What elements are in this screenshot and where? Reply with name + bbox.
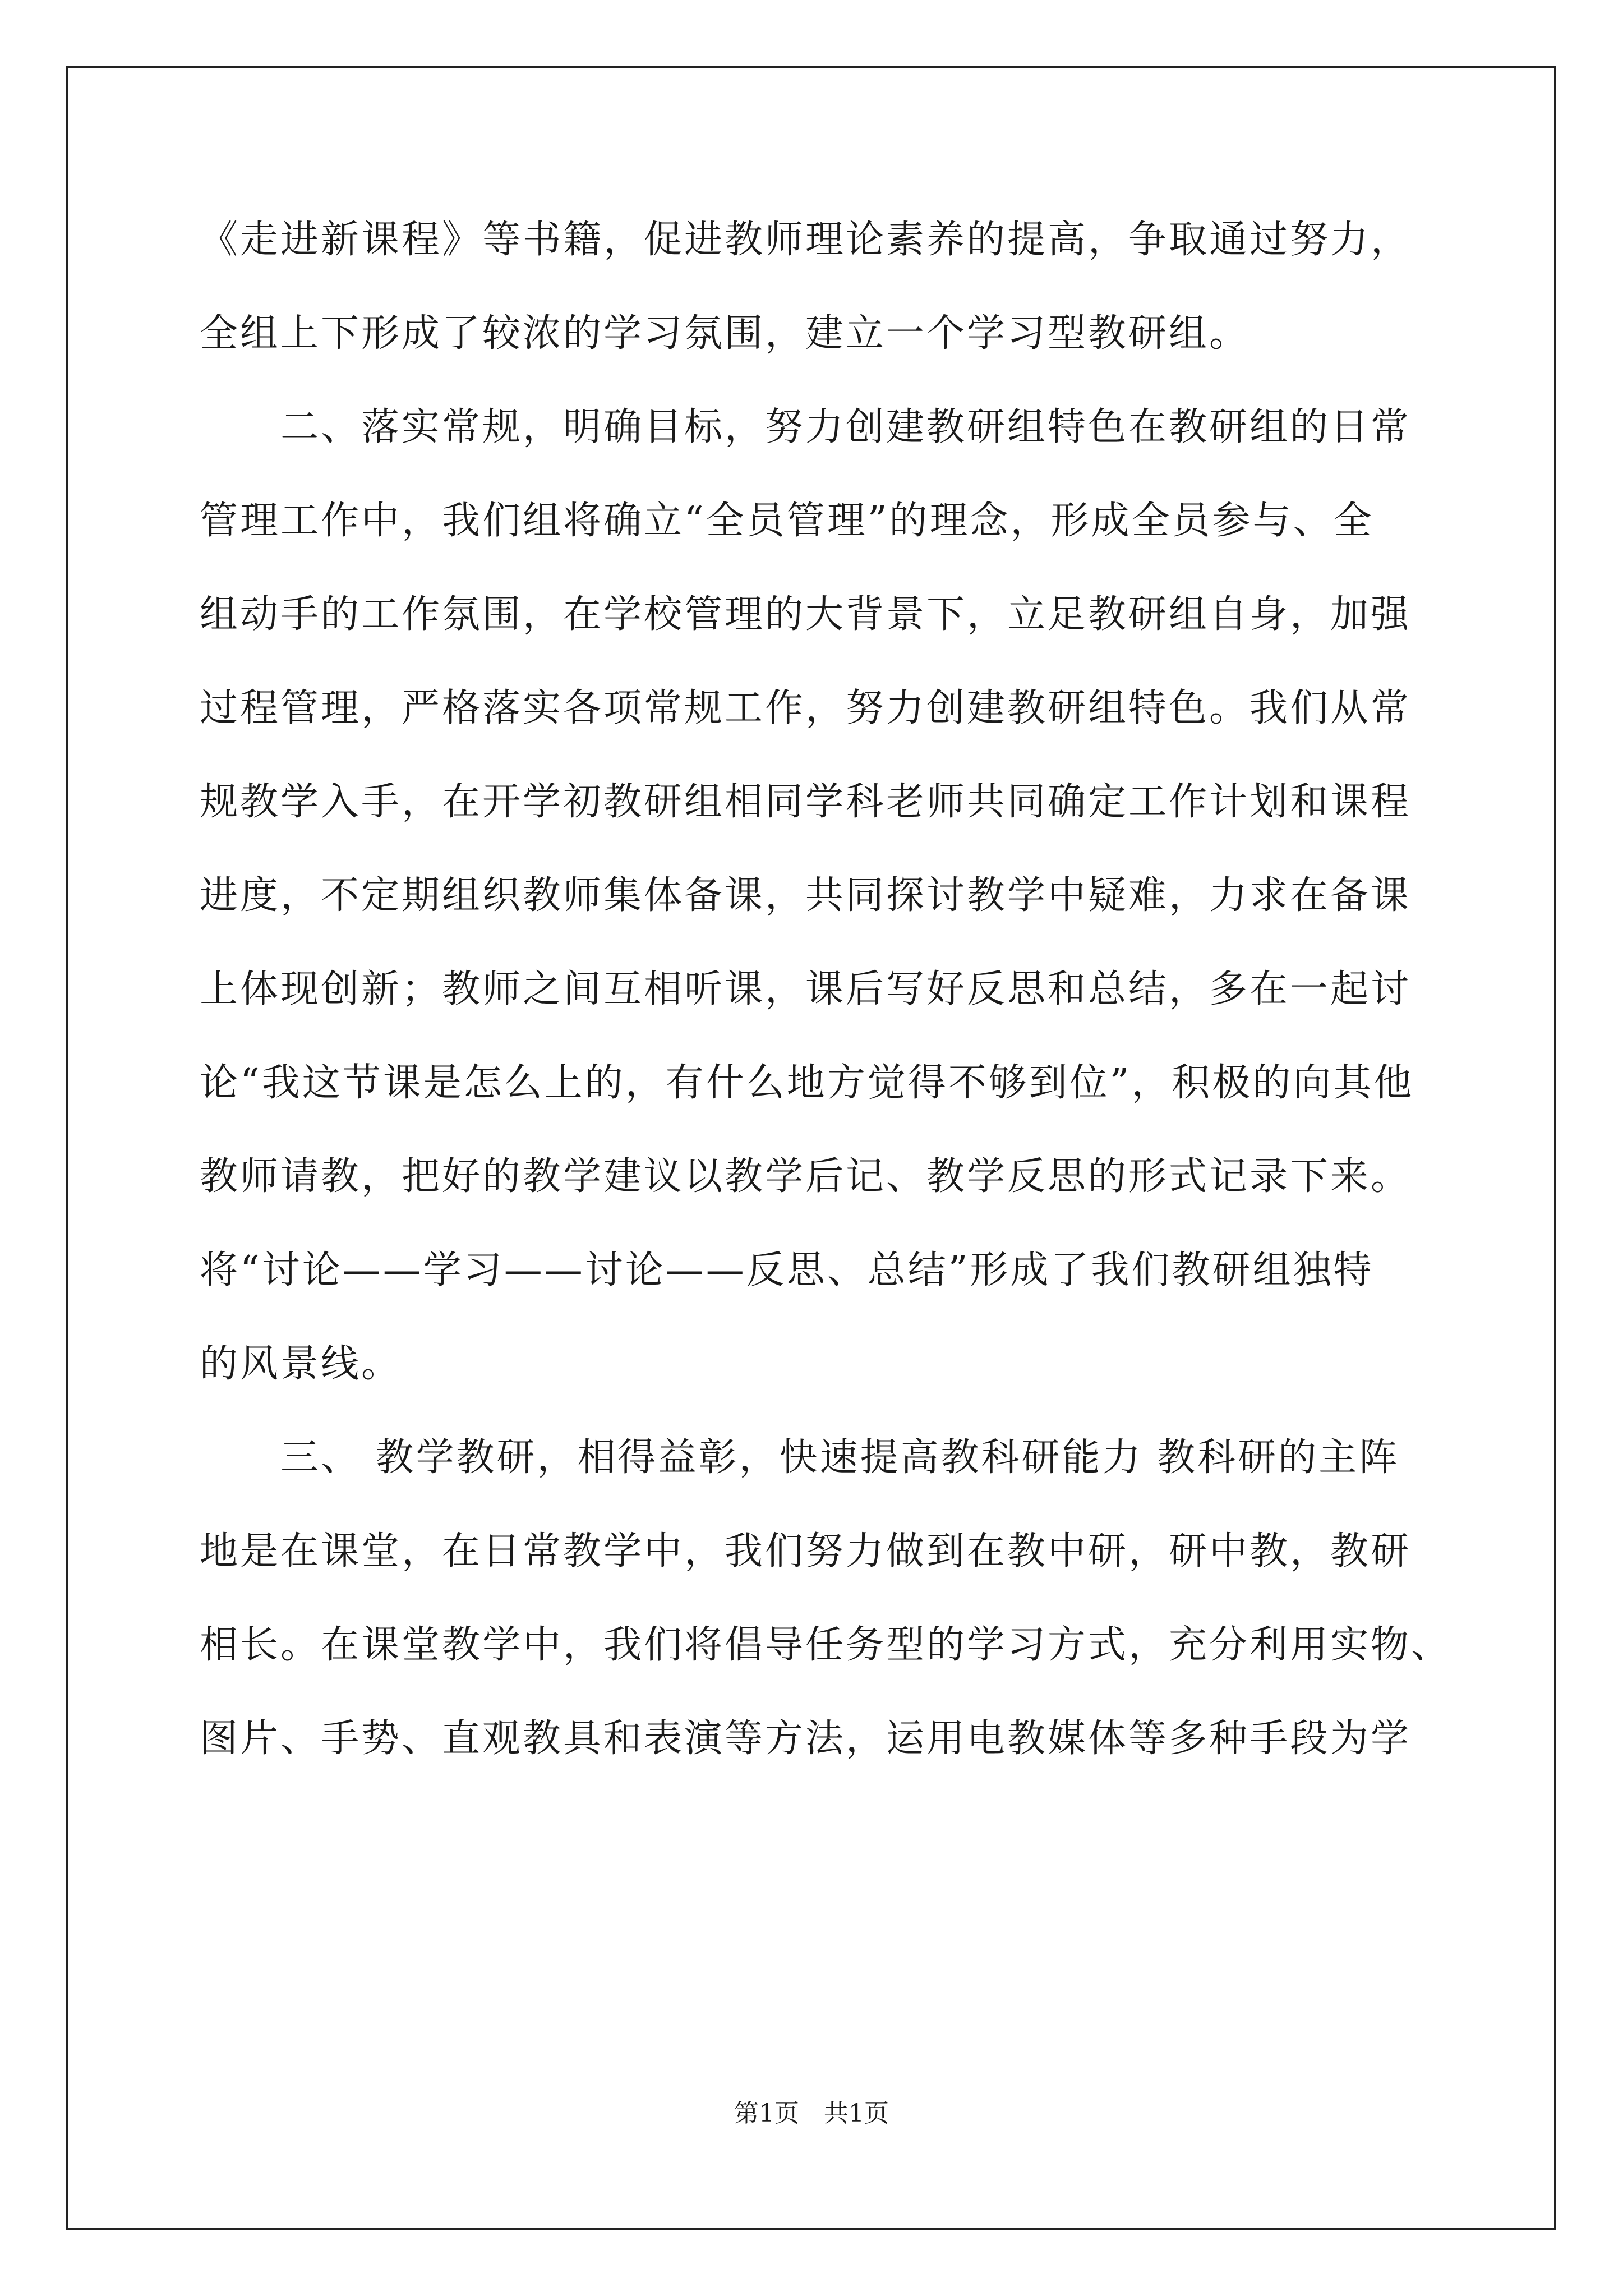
text-line-7: 规教学入手，在开学初教研组相同学科老师共同确定工作计划和课程 [200,780,1412,824]
text-line-1: 《走进新课程》等书籍，促进教师理论素养的提高，争取通过努力， [200,218,1412,262]
text-line-13: 的风景线。 [200,1342,402,1386]
page-border [66,66,1556,2230]
text-line-2: 全组上下形成了较浓的学习氛围，建立一个学习型教研组。 [200,311,1250,356]
text-line-17: 图片、手势、直观教具和表演等方法，运用电教媒体等多种手段为学 [200,1717,1412,1761]
text-line-12: 将“讨论——学习——讨论——反思、总结”形成了我们教研组独特 [200,1248,1374,1292]
text-line-15: 地是在课堂，在日常教学中，我们努力做到在教中研，研中教，教研 [200,1529,1412,1573]
text-line-16: 相长。在课堂教学中，我们将倡导任务型的学习方式，充分利用实物、 [200,1623,1452,1667]
text-line-11: 教师请教，把好的教学建议以教学后记、教学反思的形式记录下来。 [200,1154,1412,1199]
text-line-5: 组动手的工作氛围，在学校管理的大背景下，立足教研组自身，加强 [200,592,1412,637]
text-line-6: 过程管理，严格落实各项常规工作，努力创建教研组特色。我们从常 [200,686,1412,730]
text-line-10: 论“我这节课是怎么上的，有什么地方觉得不够到位”，积极的向其他 [200,1061,1414,1105]
text-line-14: 三、 教学教研，相得益彰，快速提高教科研能力 教科研的主阵 [200,1435,1400,1480]
text-line-9: 上体现创新；教师之间互相听课，课后写好反思和总结，多在一起讨 [200,967,1412,1011]
page-number-footer: 第1页 共1页 [734,2099,889,2128]
text-line-3: 二、落实常规，明确目标，努力创建教研组特色在教研组的日常 [200,405,1412,449]
text-line-8: 进度，不定期组织教师集体备课，共同探讨教学中疑难，力求在备课 [200,873,1412,918]
text-line-4: 管理工作中，我们组将确立“全员管理”的理念，形成全员参与、全 [200,499,1374,543]
